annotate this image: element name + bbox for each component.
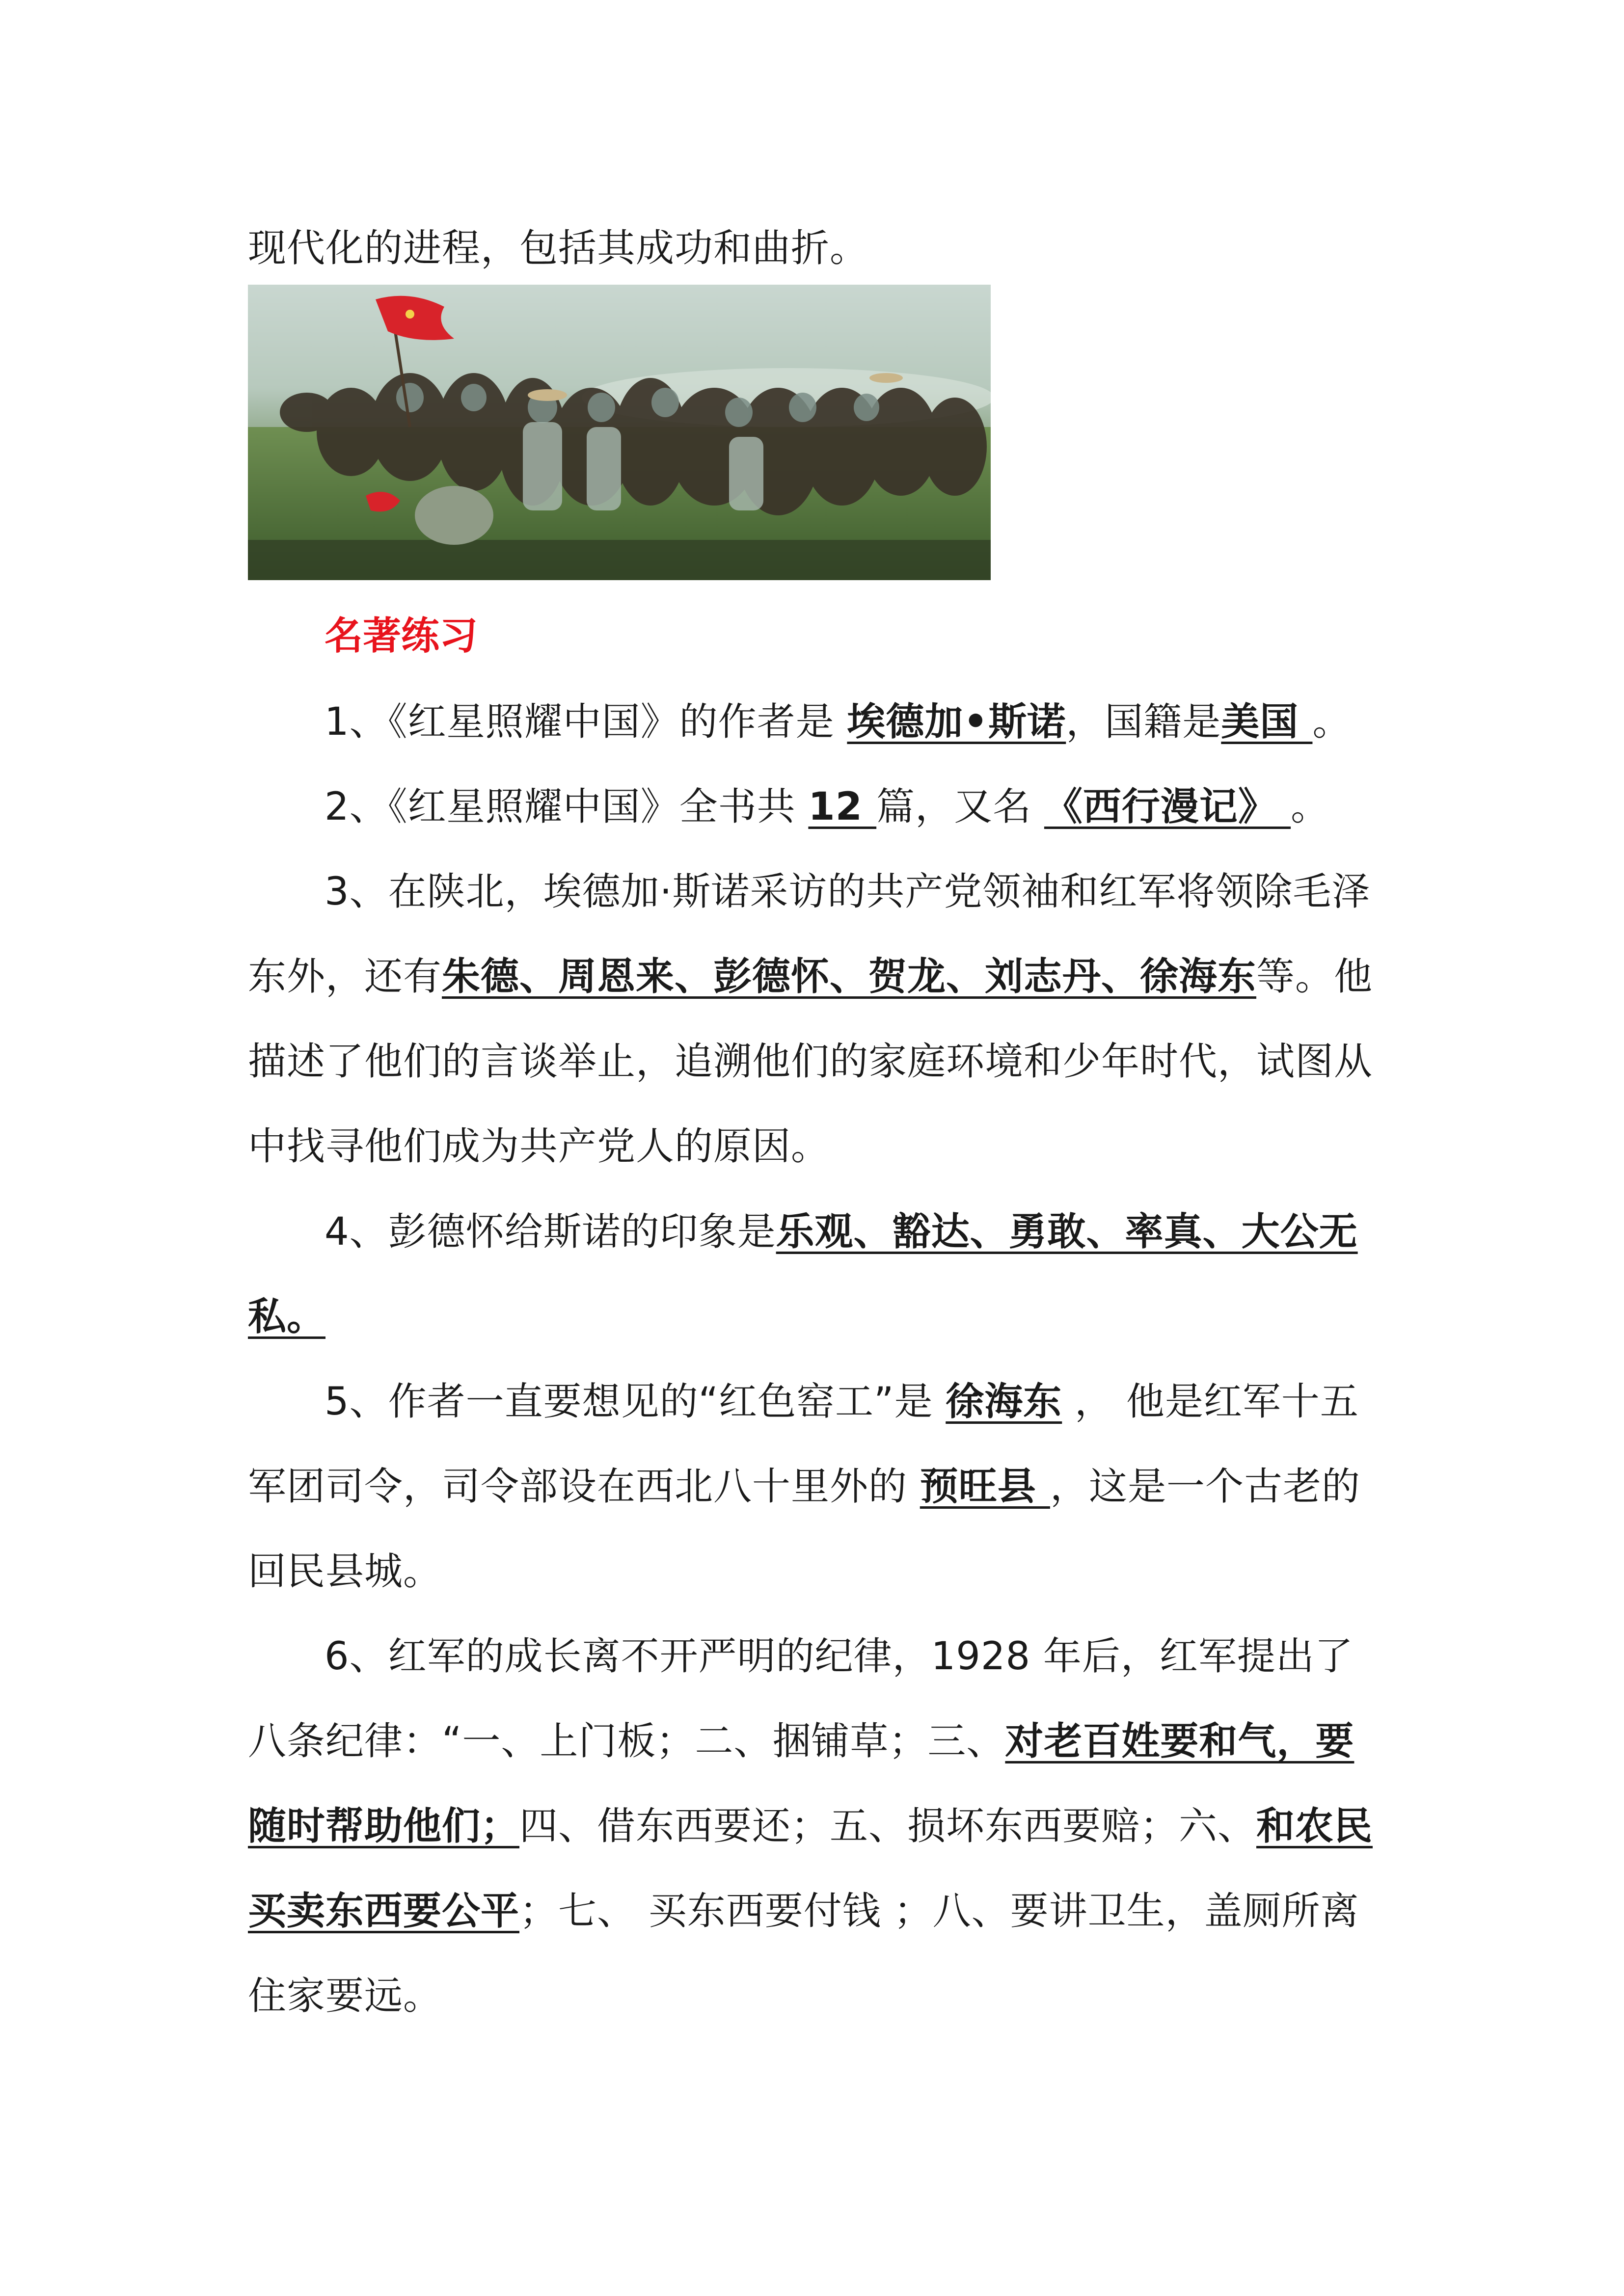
question-text: 2、《红星照耀中国》全书共 (325, 785, 809, 829)
answer-text: 埃德加•斯诺 (847, 700, 1066, 744)
question-text: 篇，又名 (876, 785, 1044, 829)
question-text: 5、作者一直要想见的“红色窑工”是 (325, 1380, 946, 1424)
question-text: 1、《红星照耀中国》的作者是 (325, 700, 847, 744)
answer-text: 乐观、豁达、勇敢、率真、大公无私。 (248, 1210, 1358, 1339)
question-text: 。 (1291, 785, 1330, 829)
question-text: 3、在陕北，埃德加·斯诺采访的共产党领袖和红军将领除毛泽东外，还有 (248, 870, 1371, 999)
question-1 (248, 680, 1392, 765)
answer-text: 朱德、周恩来、彭德怀、贺龙、刘志丹、徐海东 (442, 955, 1257, 999)
answer-text: 和农民买卖东西要公平 (248, 1804, 1373, 1933)
answer-text: 徐海东 (946, 1380, 1062, 1424)
answer-text: 预旺县 (920, 1465, 1050, 1509)
question-text: ， 他是红军十五军团司令，司令部设在西北八十里外的 (248, 1380, 1359, 1509)
answer-text: 《西行漫记》 (1044, 785, 1291, 829)
question-text: 6、红军的成长离不开严明的纪律，1928 年后，红军提出了八条纪律：“一、上门板；二、捆铺草；三、 (248, 1634, 1353, 1763)
intro-line: 现代化的进程，包括其成功和曲折。 (248, 226, 869, 270)
question-text: ，这是一个古老的回民县城。 (248, 1465, 1360, 1594)
answer-text: 12 (808, 785, 877, 829)
question-text: ，国籍是 (1066, 700, 1221, 744)
question-text: 等。他描述了他们的言谈举止，追溯他们的家庭环境和少年时代，试图从中找寻他们成为共产党人的原因。 (248, 955, 1373, 1169)
answer-text: 美国 (1221, 700, 1313, 744)
section-title: 名著练习 (325, 614, 478, 658)
answer-text: 对老百姓要和气，要随时帮助他们； (248, 1719, 1354, 1848)
question-text: 四、借东西要还；五、损坏东西要赔；六、 (519, 1804, 1257, 1848)
question-5 (248, 1360, 1392, 1614)
long-march-painting (248, 285, 991, 580)
question-2 (248, 765, 1392, 850)
question-6 (248, 1614, 1392, 2039)
question-4 (248, 1190, 1392, 1360)
painting-image (248, 285, 991, 580)
question-text: 。 (1312, 700, 1352, 744)
question-text: 4、彭德怀给斯诺的印象是 (325, 1210, 776, 1254)
question-text: ；七、 买东西要付钱 ；八、要讲卫生，盖厕所离住家要远。 (248, 1889, 1359, 2018)
question-3 (248, 850, 1392, 1189)
